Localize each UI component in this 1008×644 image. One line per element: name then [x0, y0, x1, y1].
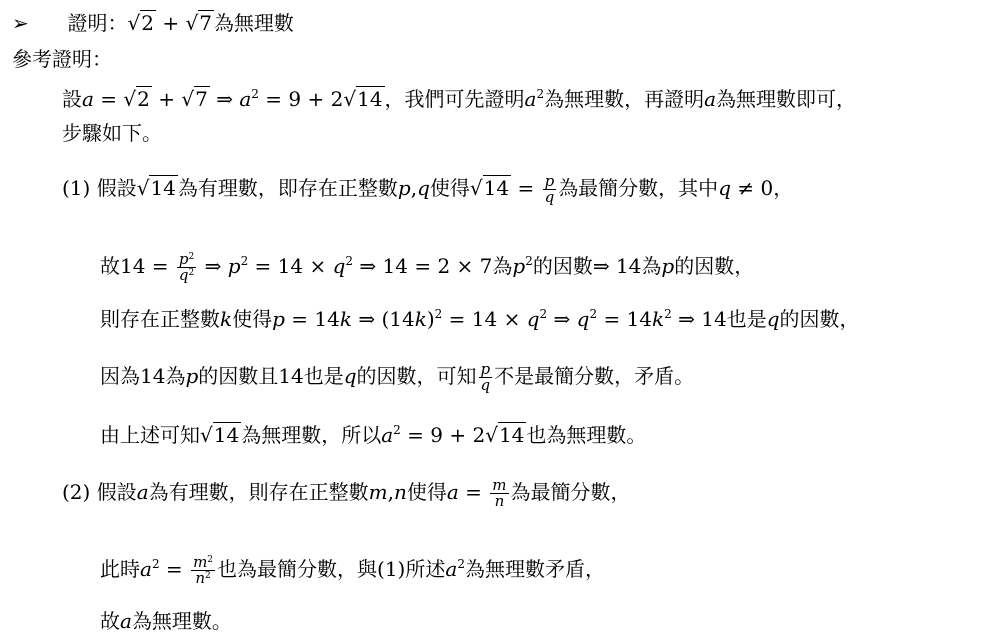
- step2-line-b: 此時$a^2$ = $\frac{m^2}{n^2}$ 也為最簡分數，與(1)所述$a^2$為無理數矛盾，: [100, 553, 605, 587]
- theorem-label: 證明：: [67, 11, 128, 35]
- theorem-tail: 為無理數: [213, 11, 294, 35]
- sqrt-7: √7: [185, 11, 212, 35]
- arrow-bullet-icon: ➢: [12, 11, 29, 35]
- step1-line-b: 故14 = $\frac{p^2}{q^2}$ ⇒ $p^2 = 14 \times q^2$ ⇒ 14 = 2 × 7為$p^2$的因數⇒ 14為p的因數，: [100, 250, 755, 284]
- step1-line-e: 由上述可知√14 為無理數，所以$a^2 = 9 + 2√14$ 也為無理數。: [100, 423, 647, 447]
- step1-marker: (1): [62, 176, 91, 200]
- step1-line-a: (1) 假設√14 為有理數，即存在正整數p,q使得√14 = $\frac{p}{q}$ 為最簡分數，其中q ≠ 0，: [62, 172, 794, 206]
- step2-marker: (2): [62, 480, 91, 504]
- intro-line-1: 設a = √2 + √7 ⇒ $a^2 = 9 + 2√14$ ，我們可先證明$a^2$為無理數，再證明a為無理數即可，: [62, 87, 857, 111]
- reference-proof-heading: 參考證明：: [12, 47, 112, 71]
- theorem-statement: ➢ 證明：√2 + √7 為無理數: [12, 11, 294, 35]
- sqrt-2: √2: [127, 11, 154, 35]
- step2-line-c: 故a為無理數。: [100, 609, 232, 633]
- intro-line-2: 步驟如下。: [62, 121, 162, 145]
- step2-line-a: (2) 假設a為有理數，則存在正整數m,n使得a = $\frac{m}{n}$ 為最簡分數，: [62, 476, 631, 510]
- step1-line-c: 則存在正整數k使得p = 14k ⇒ $(14k)^2 = 14 \times q^2$ ⇒ $q^2 = 14k^2$ ⇒ 14也是q的因數，: [100, 307, 860, 331]
- step1-line-d: 因為14為p的因數且14也是q的因數，可知 $\frac{p}{q}$ 不是最簡分數，矛盾。: [100, 360, 695, 394]
